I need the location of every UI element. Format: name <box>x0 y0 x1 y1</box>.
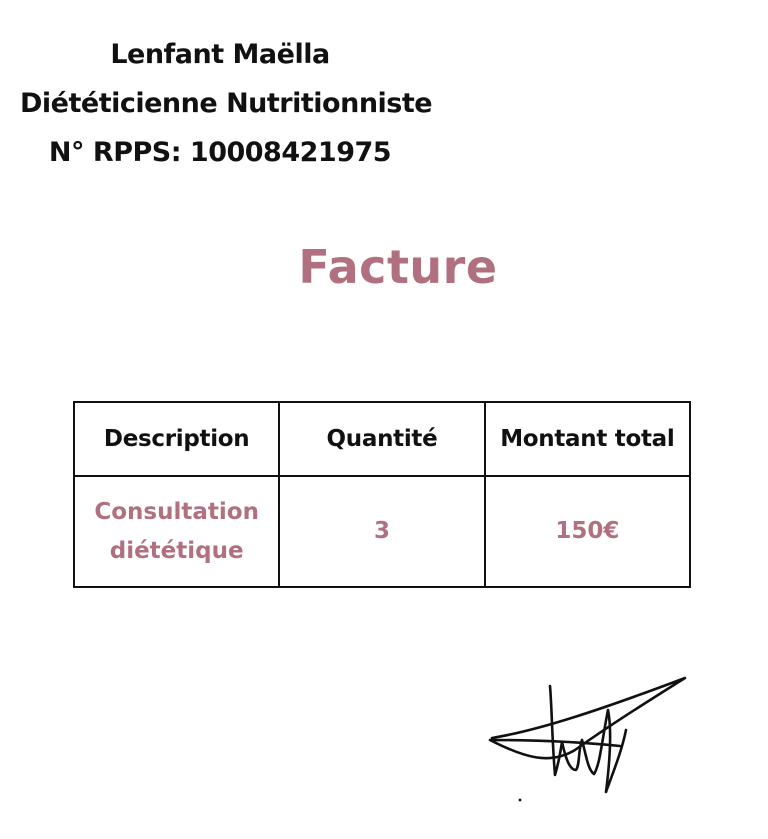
invoice-title: Facture <box>298 240 498 294</box>
signature-stroke-outer <box>490 678 685 758</box>
handwritten-signature <box>480 670 700 810</box>
signature-dot <box>519 799 522 802</box>
table-row <box>74 476 690 587</box>
table-header-row <box>74 402 690 476</box>
practitioner-header <box>20 30 433 177</box>
cell-total: 150€ <box>485 476 690 587</box>
description-line-2: diététique <box>109 537 244 564</box>
column-header-description: Description <box>74 402 279 476</box>
signature-stroke-vertical <box>550 686 562 775</box>
description-line-1: Consultation <box>94 498 259 525</box>
practitioner-name: Lenfant Maëlla <box>110 39 330 70</box>
practitioner-rpps: N° RPPS: 10008421975 <box>48 137 392 168</box>
column-header-quantity: Quantité <box>279 402 484 476</box>
cell-quantity: 3 <box>279 476 484 587</box>
column-header-total: Montant total <box>485 402 690 476</box>
cell-description <box>74 476 279 587</box>
practitioner-profession: Diététicienne Nutritionniste <box>20 88 433 119</box>
invoice-table <box>73 401 691 588</box>
